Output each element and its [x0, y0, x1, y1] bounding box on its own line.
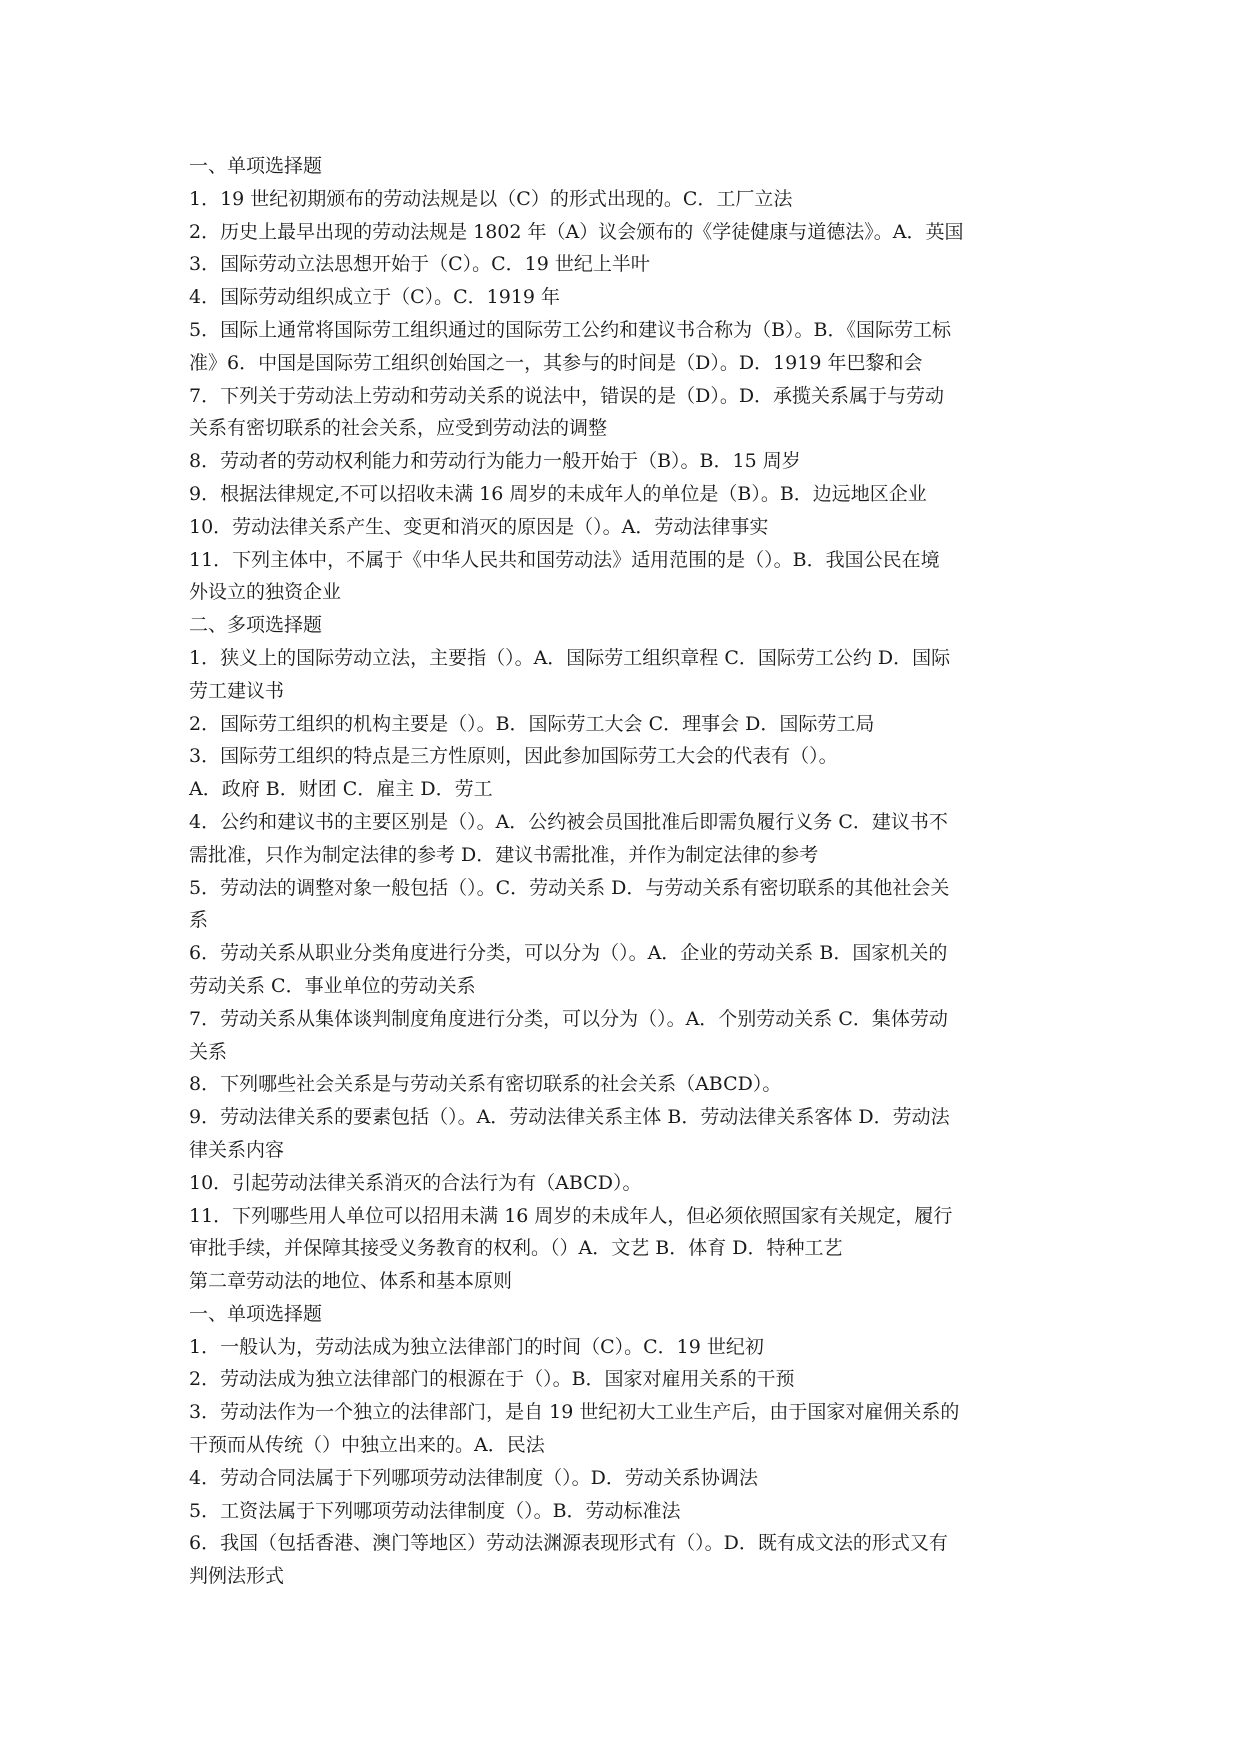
- question-item: 5．国际上通常将国际劳工组织通过的国际劳工公约和建议书合称为（B）。B．《国际劳工标: [189, 318, 952, 341]
- question-item: 6．劳动关系从职业分类角度进行分类，可以分为（）。A．企业的劳动关系 B．国家机关的: [189, 942, 948, 965]
- text-line: 系: [189, 909, 209, 932]
- question-item: 1．狭义上的国际劳动立法，主要指（）。A．国际劳工组织章程 C．国际劳工公约 D．国际: [189, 646, 951, 669]
- question-item: 3．国际劳动立法思想开始于（C）。C．19 世纪上半叶: [189, 253, 650, 276]
- document-body: [189, 150, 1059, 1593]
- text-line: 律关系内容: [189, 1138, 285, 1161]
- question-item: 11．下列哪些用人单位可以招用未满 16 周岁的未成年人，但必须依照国家有关规定，履行: [189, 1204, 953, 1227]
- question-item: 10．引起劳动法律关系消灭的合法行为有（ABCD）。: [189, 1171, 642, 1194]
- question-item: 5．劳动法的调整对象一般包括（）。C．劳动关系 D．与劳动关系有密切联系的其他社会关: [189, 876, 950, 899]
- question-item: 8．下列哪些社会关系是与劳动关系有密切联系的社会关系（ABCD）。: [189, 1073, 782, 1096]
- question-item: 2．劳动法成为独立法律部门的根源在于（）。B．国家对雇用关系的干预: [189, 1368, 795, 1391]
- question-item: 8．劳动者的劳动权利能力和劳动行为能力一般开始于（B）。B．15 周岁: [189, 450, 801, 473]
- section-heading: 二、多项选择题: [189, 614, 323, 637]
- question-item: 10．劳动法律关系产生、变更和消灭的原因是（）。A．劳动法律事实: [189, 515, 769, 538]
- question-item: 7．劳动关系从集体谈判制度角度进行分类，可以分为（）。A．个别劳动关系 C．集体劳动: [189, 1007, 948, 1030]
- chapter-heading: 第二章劳动法的地位、体系和基本原则: [189, 1270, 513, 1293]
- question-item: 9．劳动法律关系的要素包括（）。A．劳动法律关系主体 B．劳动法律关系客体 D．劳动法: [189, 1106, 950, 1129]
- question-item: 2．国际劳工组织的机构主要是（）。B．国际劳工大会 C．理事会 D．国际劳工局: [189, 712, 875, 735]
- text-line: 外设立的独资企业: [189, 581, 342, 604]
- text-line: 判例法形式: [189, 1565, 285, 1588]
- question-item: 4．国际劳动组织成立于（C）。C．1919 年: [189, 286, 561, 309]
- text-line: A．政府 B．财团 C．雇主 D．劳工: [189, 778, 493, 801]
- text-line: 关系有密切联系的社会关系，应受到劳动法的调整: [189, 417, 608, 440]
- question-item: 4．公约和建议书的主要区别是（）。A．公约被会员国批准后即需负履行义务 C．建议书不: [189, 810, 948, 833]
- question-item: 7．下列关于劳动法上劳动和劳动关系的说法中，错误的是（D）。D．承揽关系属于与劳动: [189, 384, 945, 407]
- section-heading: 一、单项选择题: [189, 155, 323, 177]
- section-heading: 一、单项选择题: [189, 1302, 323, 1325]
- text-line: 劳工建议书: [189, 679, 285, 702]
- text-line: 审批手续，并保障其接受义务教育的权利。（）A．文艺 B．体育 D．特种工艺: [189, 1237, 843, 1260]
- question-item: 1．19 世纪初期颁布的劳动法规是以（C）的形式出现的。C．工厂立法: [189, 187, 793, 210]
- question-item: 11．下列主体中，不属于《中华人民共和国劳动法》适用范围的是（）。B．我国公民在境: [189, 548, 940, 571]
- question-item: 5．工资法属于下列哪项劳动法律制度（）。B．劳动标准法: [189, 1499, 681, 1522]
- question-item: 1．一般认为，劳动法成为独立法律部门的时间（C）。C．19 世纪初: [189, 1335, 764, 1358]
- text-line: 准》6．中国是国际劳工组织创始国之一，其参与的时间是（D）。D．1919 年巴黎和会: [189, 351, 923, 374]
- text-line: 关系: [189, 1040, 228, 1063]
- text-line: 干预而从传统（）中独立出来的。A．民法: [189, 1434, 545, 1457]
- question-item: 6．我国（包括香港、澳门等地区）劳动法渊源表现形式有（）。D．既有成文法的形式又有: [189, 1532, 948, 1555]
- question-item: 2．历史上最早出现的劳动法规是 1802 年（A）议会颁布的《学徒健康与道德法》。A．英国: [189, 220, 964, 243]
- text-line: 需批准，只作为制定法律的参考 D．建议书需批准，并作为制定法律的参考: [189, 843, 819, 866]
- text-line: 劳动关系 C．事业单位的劳动关系: [189, 974, 476, 997]
- question-item: 4．劳动合同法属于下列哪项劳动法律制度（）。D．劳动关系协调法: [189, 1466, 758, 1489]
- question-item: 3．劳动法作为一个独立的法律部门，是自 19 世纪初大工业生产后，由于国家对雇佣关系的: [189, 1401, 960, 1424]
- question-item: 9．根据法律规定,不可以招收未满 16 周岁的未成年人的单位是（B）。B．边远地区企业: [189, 482, 927, 505]
- question-item: 3．国际劳工组织的特点是三方性原则，因此参加国际劳工大会的代表有（）。: [189, 745, 838, 768]
